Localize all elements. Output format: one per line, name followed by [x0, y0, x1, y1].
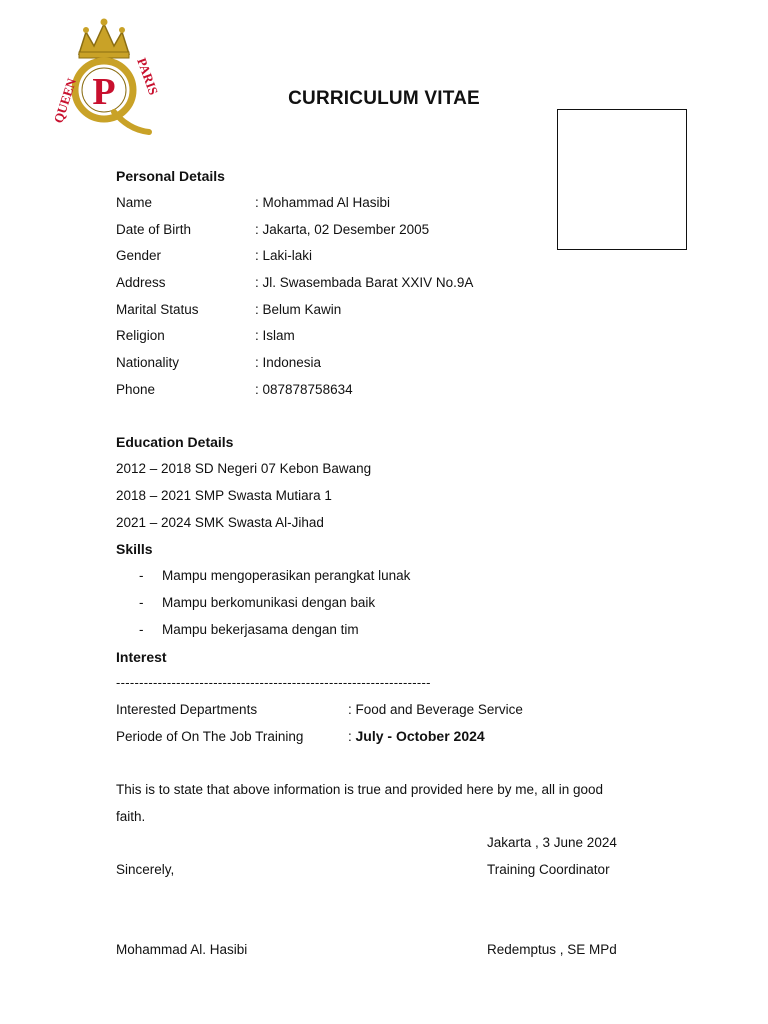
signature-left-name: Mohammad Al. Hasibi	[116, 942, 248, 957]
personal-value-marital: : Belum Kawin	[255, 302, 342, 317]
interest-period-field	[348, 728, 485, 744]
skill-item: Mampu bekerjasama dengan tim	[162, 622, 359, 637]
interest-divider: --------------------------------------------------------------------	[116, 675, 431, 690]
education-item: 2012 – 2018 SD Negeri 07 Kebon Bawang	[116, 461, 372, 476]
logo-text-right: PARIS	[134, 55, 162, 97]
logo-text-left: QUEEN	[50, 76, 80, 125]
statement-line-2: faith.	[116, 809, 146, 824]
skill-bullet: -	[139, 622, 144, 637]
personal-label-gender: Gender	[116, 248, 162, 263]
signature-left-label: Sincerely,	[116, 862, 175, 877]
personal-value-phone: : 087878758634	[255, 382, 353, 397]
signature-place-date: Jakarta , 3 June 2024	[487, 835, 617, 850]
personal-details-heading: Personal Details	[116, 168, 225, 184]
personal-label-nationality: Nationality	[116, 355, 180, 370]
queen-paris-logo	[34, 12, 174, 144]
interest-period-colon: :	[348, 729, 356, 744]
skills-heading: Skills	[116, 541, 153, 557]
skill-item: Mampu berkomunikasi dengan baik	[162, 595, 376, 610]
interest-period-value: July - October 2024	[355, 728, 485, 744]
photo-placeholder	[557, 109, 687, 250]
personal-value-dob: : Jakarta, 02 Desember 2005	[255, 222, 430, 237]
personal-label-marital: Marital Status	[116, 302, 199, 317]
interest-period-label: Periode of On The Job Training	[116, 729, 304, 744]
education-item: 2021 – 2024 SMK Swasta Al-Jihad	[116, 515, 324, 530]
signature-right-label: Training Coordinator	[487, 862, 610, 877]
skill-item: Mampu mengoperasikan perangkat lunak	[162, 568, 411, 583]
crown-icon	[79, 19, 129, 59]
interest-department-value: : Food and Beverage Service	[348, 702, 523, 717]
education-item: 2018 – 2021 SMP Swasta Mutiara 1	[116, 488, 332, 503]
statement-line-1: This is to state that above information is true and provided here by me, all in good	[116, 782, 604, 797]
personal-value-nationality: : Indonesia	[255, 355, 322, 370]
page-title: CURRICULUM VITAE	[288, 88, 480, 109]
personal-value-gender: : Laki-laki	[255, 248, 313, 263]
personal-label-name: Name	[116, 195, 153, 210]
personal-value-address: : Jl. Swasembada Barat XXIV No.9A	[255, 275, 474, 290]
personal-label-religion: Religion	[116, 328, 165, 343]
skill-bullet: -	[139, 595, 144, 610]
personal-label-address: Address	[116, 275, 166, 290]
interest-department-label: Interested Departments	[116, 702, 258, 717]
personal-label-dob: Date of Birth	[116, 222, 192, 237]
personal-label-phone: Phone	[116, 382, 156, 397]
personal-value-religion: : Islam	[255, 328, 295, 343]
skill-bullet: -	[139, 568, 144, 583]
interest-heading: Interest	[116, 649, 167, 665]
signature-right-name: Redemptus , SE MPd	[487, 942, 617, 957]
personal-value-name: : Mohammad Al Hasibi	[255, 195, 391, 210]
logo-letter: P	[92, 71, 116, 113]
education-heading: Education Details	[116, 434, 234, 450]
